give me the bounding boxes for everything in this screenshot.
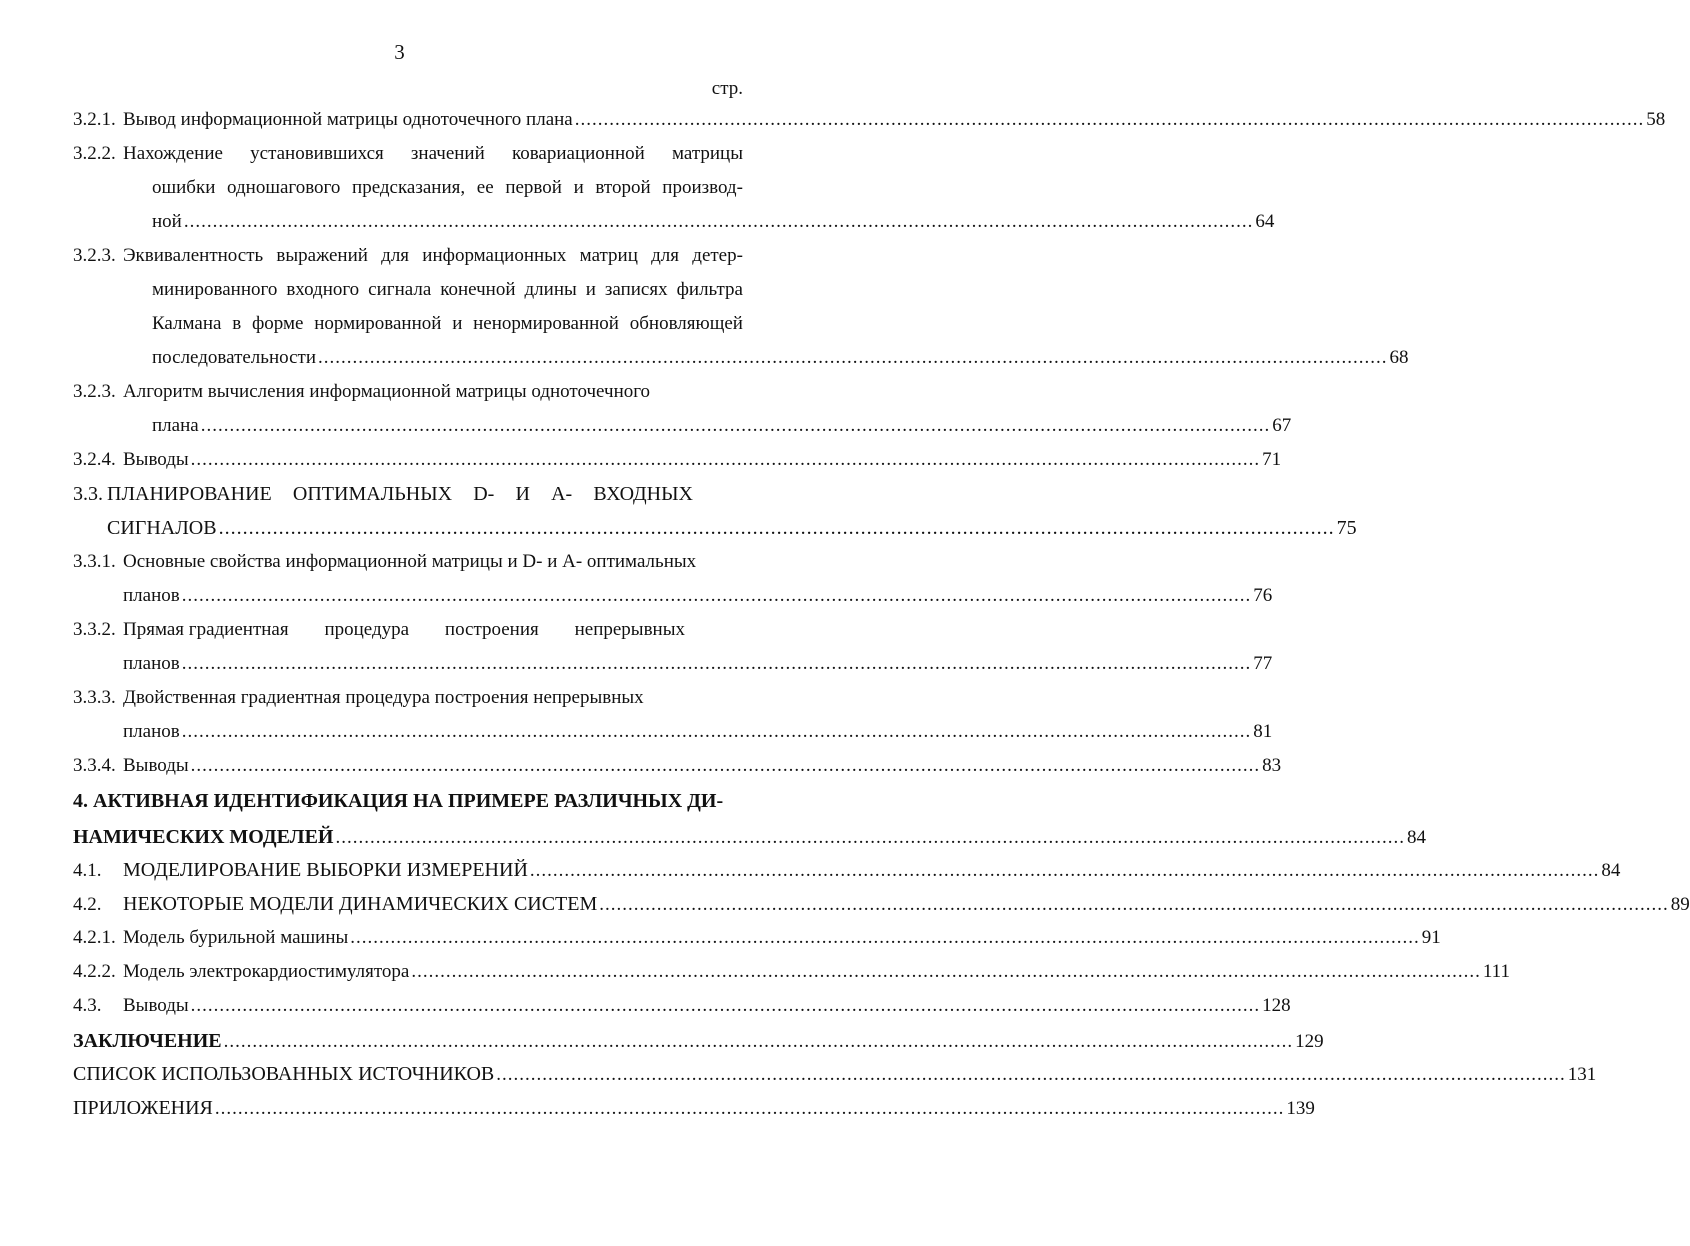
page-number: 3 bbox=[394, 40, 405, 64]
page-ref: 75 bbox=[1336, 517, 1357, 539]
entry-title: Модель электрокардиостимулятора bbox=[123, 961, 410, 982]
section-number: 4.1. bbox=[73, 860, 102, 881]
page-ref: 81 bbox=[1253, 721, 1273, 742]
page-ref: 84 bbox=[1406, 827, 1426, 848]
dot-leader: .......................................................................................................................................................................................... bbox=[183, 211, 1254, 232]
section-number: 3.2.4. bbox=[73, 449, 116, 470]
entry-title: Модель бурильной машины bbox=[123, 927, 349, 948]
toc-entry-4-1[interactable] bbox=[73, 853, 1621, 887]
entry-title-line: Калмана в форме нормированной и ненормированной обновляющей bbox=[152, 313, 743, 334]
dot-leader: .......................................................................................................................................................................................... bbox=[599, 894, 1669, 915]
toc-line bbox=[73, 989, 1291, 1023]
page-ref: 77 bbox=[1253, 653, 1273, 674]
page-ref: 68 bbox=[1389, 347, 1409, 368]
page-ref: 111 bbox=[1482, 961, 1510, 982]
toc-line bbox=[73, 103, 1666, 137]
toc-line bbox=[73, 749, 1282, 783]
toc-entry-conclusion[interactable] bbox=[73, 1023, 1324, 1057]
page-ref: 128 bbox=[1262, 995, 1291, 1016]
entry-title: Выводы bbox=[123, 995, 189, 1016]
toc-line bbox=[152, 409, 1292, 443]
page-ref: 76 bbox=[1253, 585, 1273, 606]
entry-title: планов bbox=[123, 721, 180, 742]
toc-entry-3-3-1[interactable] bbox=[73, 545, 1273, 613]
toc-entry-3-2-1[interactable] bbox=[73, 103, 1666, 137]
entry-title: Двойственная градиентная процедура построения непрерывных bbox=[123, 687, 644, 708]
section-number: 3.2.3. bbox=[73, 381, 116, 402]
section-number: 4.3. bbox=[73, 995, 102, 1016]
dot-leader: .......................................................................................................................................................................................... bbox=[190, 995, 1261, 1016]
dot-leader: .......................................................................................................................................................................................... bbox=[214, 1098, 1285, 1119]
section-number: 4.2.1. bbox=[73, 927, 116, 948]
toc-line bbox=[73, 443, 1282, 477]
toc-line bbox=[73, 375, 743, 409]
section-number: 3.3.1. bbox=[73, 551, 116, 572]
toc-line bbox=[73, 819, 1426, 853]
section-number: 3.3.3. bbox=[73, 687, 116, 708]
entry-title-line: Нахождение установившихся значений ковариационной матрицы bbox=[123, 143, 743, 164]
toc-line bbox=[73, 887, 1690, 921]
toc-line bbox=[123, 579, 1273, 613]
section-number: 3.3.2. bbox=[73, 619, 116, 640]
entry-title: Вывод информационной матрицы одноточечного плана bbox=[123, 109, 573, 130]
entry-title: Основные свойства информационной матрицы и D- и А- оптимальных bbox=[123, 551, 697, 572]
entry-title: НЕКОТОРЫЕ МОДЕЛИ ДИНАМИЧЕСКИХ СИСТЕМ bbox=[123, 893, 598, 915]
entry-title: планов bbox=[123, 653, 180, 674]
toc-entry-references[interactable] bbox=[73, 1057, 1597, 1091]
toc-entry-3-2-3[interactable] bbox=[73, 239, 1409, 375]
entry-title-line: Прямая градиентная процедура построения непрерывных bbox=[123, 619, 685, 640]
toc-entry-3-3-4[interactable] bbox=[73, 749, 1282, 783]
dot-leader: .......................................................................................................................................................................................... bbox=[496, 1064, 1566, 1085]
dot-leader: .......................................................................................................................................................................................... bbox=[181, 721, 1252, 742]
toc-entry-4-2[interactable] bbox=[73, 887, 1690, 921]
entry-title: ной bbox=[152, 211, 182, 232]
dot-leader: .......................................................................................................................................................................................... bbox=[318, 347, 1388, 368]
toc-entry-4-3[interactable] bbox=[73, 989, 1291, 1023]
toc-entry-4-2-1[interactable] bbox=[73, 921, 1441, 955]
dot-leader: .......................................................................................................................................................................................... bbox=[181, 585, 1252, 606]
dot-leader: .......................................................................................................................................................................................... bbox=[190, 449, 1261, 470]
page-ref: 84 bbox=[1601, 860, 1621, 881]
section-number: 3.2.2. bbox=[73, 143, 116, 164]
toc-line bbox=[152, 205, 1275, 239]
toc-line bbox=[107, 511, 1357, 545]
section-number: 3.2.3. bbox=[73, 245, 116, 266]
section-number: 3.3. bbox=[73, 483, 103, 505]
entry-title: НАМИЧЕСКИХ МОДЕЛЕЙ bbox=[73, 826, 334, 848]
entry-title: ЗАКЛЮЧЕНИЕ bbox=[73, 1030, 222, 1052]
dot-leader: .......................................................................................................................................................................................... bbox=[200, 415, 1271, 436]
page-ref: 64 bbox=[1255, 211, 1275, 232]
section-number: 4.2. bbox=[73, 894, 102, 915]
dot-leader: .......................................................................................................................................................................................... bbox=[411, 961, 1481, 982]
page-ref: 58 bbox=[1646, 109, 1666, 130]
entry-title: последовательности bbox=[152, 347, 316, 368]
section-number: 3.3.4. bbox=[73, 755, 116, 776]
entry-title: СИГНАЛОВ bbox=[107, 517, 217, 539]
entry-title: планов bbox=[123, 585, 180, 606]
toc-line bbox=[73, 1057, 1597, 1091]
dot-leader: .......................................................................................................................................................................................... bbox=[223, 1031, 1294, 1052]
dot-leader: .......................................................................................................................................................................................... bbox=[529, 860, 1600, 881]
toc-entry-3-3-3[interactable] bbox=[73, 681, 1273, 749]
toc-entry-3-2-3-algorithm[interactable] bbox=[73, 375, 1292, 443]
entry-title-line: ошибки одношагового предсказания, ее первой и второй производ- bbox=[152, 177, 743, 198]
toc-line bbox=[152, 341, 1409, 375]
entry-title-line: ПЛАНИРОВАНИЕ ОПТИМАЛЬНЫХ D- И А- ВХОДНЫХ bbox=[107, 483, 693, 505]
toc-line bbox=[73, 1091, 1315, 1125]
page-ref: 89 bbox=[1670, 894, 1690, 915]
entry-title-line: минированного входного сигнала конечной длины и записях фильтра bbox=[152, 279, 743, 300]
toc-line bbox=[73, 853, 1621, 887]
toc-line bbox=[73, 921, 1441, 955]
entry-title: Алгоритм вычисления информационной матрицы одноточечного bbox=[123, 381, 651, 402]
dot-leader: .......................................................................................................................................................................................... bbox=[574, 109, 1645, 130]
entry-title: Выводы bbox=[123, 449, 189, 470]
page-column-label: стр. bbox=[711, 78, 743, 99]
section-number: 4.2.2. bbox=[73, 961, 116, 982]
entry-title: МОДЕЛИРОВАНИЕ ВЫБОРКИ ИЗМЕРЕНИЙ bbox=[123, 859, 528, 881]
toc-entry-3-2-4[interactable] bbox=[73, 443, 1282, 477]
toc-line bbox=[73, 681, 743, 715]
toc-line bbox=[73, 545, 743, 579]
entry-title: СПИСОК ИСПОЛЬЗОВАННЫХ ИСТОЧНИКОВ bbox=[73, 1063, 495, 1085]
page-ref: 139 bbox=[1286, 1098, 1315, 1119]
dot-leader: .......................................................................................................................................................................................... bbox=[335, 827, 1405, 848]
toc-entry-4-2-2[interactable] bbox=[73, 955, 1510, 989]
entry-title: 4. АКТИВНАЯ ИДЕНТИФИКАЦИЯ НА ПРИМЕРЕ РАЗЛИЧНЫХ ДИ- bbox=[73, 790, 724, 812]
page-ref: 91 bbox=[1421, 927, 1441, 948]
toc-line bbox=[123, 715, 1273, 749]
entry-title-line: Эквивалентность выражений для информационных матриц для детер- bbox=[123, 245, 743, 266]
toc-line bbox=[123, 647, 1273, 681]
dot-leader: .......................................................................................................................................................................................... bbox=[350, 927, 1420, 948]
section-number: 3.2.1. bbox=[73, 109, 116, 130]
toc-line bbox=[73, 955, 1510, 989]
toc-line bbox=[73, 1023, 1324, 1057]
entry-title: плана bbox=[152, 415, 199, 436]
toc-entry-chapter-4[interactable] bbox=[73, 783, 1426, 853]
dot-leader: .......................................................................................................................................................................................... bbox=[181, 653, 1252, 674]
toc-line bbox=[73, 613, 743, 647]
toc-entry-3-3-2[interactable] bbox=[73, 613, 1273, 681]
entry-title: Выводы bbox=[123, 755, 189, 776]
page-ref: 71 bbox=[1262, 449, 1282, 470]
page-ref: 83 bbox=[1262, 755, 1282, 776]
toc-entry-3-2-2[interactable] bbox=[73, 137, 1275, 239]
dot-leader: .......................................................................................................................................................................................... bbox=[218, 517, 1335, 539]
page-ref: 131 bbox=[1567, 1064, 1597, 1085]
dot-leader: .......................................................................................................................................................................................... bbox=[190, 755, 1261, 776]
toc-entry-3-3[interactable] bbox=[73, 477, 1357, 545]
toc-entry-appendices[interactable] bbox=[73, 1091, 1315, 1125]
toc-line bbox=[73, 477, 743, 511]
page-ref: 129 bbox=[1295, 1031, 1324, 1052]
toc-line bbox=[73, 239, 743, 273]
page-ref: 67 bbox=[1272, 415, 1292, 436]
entry-title: ПРИЛОЖЕНИЯ bbox=[73, 1097, 213, 1119]
toc-line bbox=[73, 783, 743, 819]
table-of-contents bbox=[73, 103, 1690, 1125]
toc-line bbox=[73, 137, 743, 171]
